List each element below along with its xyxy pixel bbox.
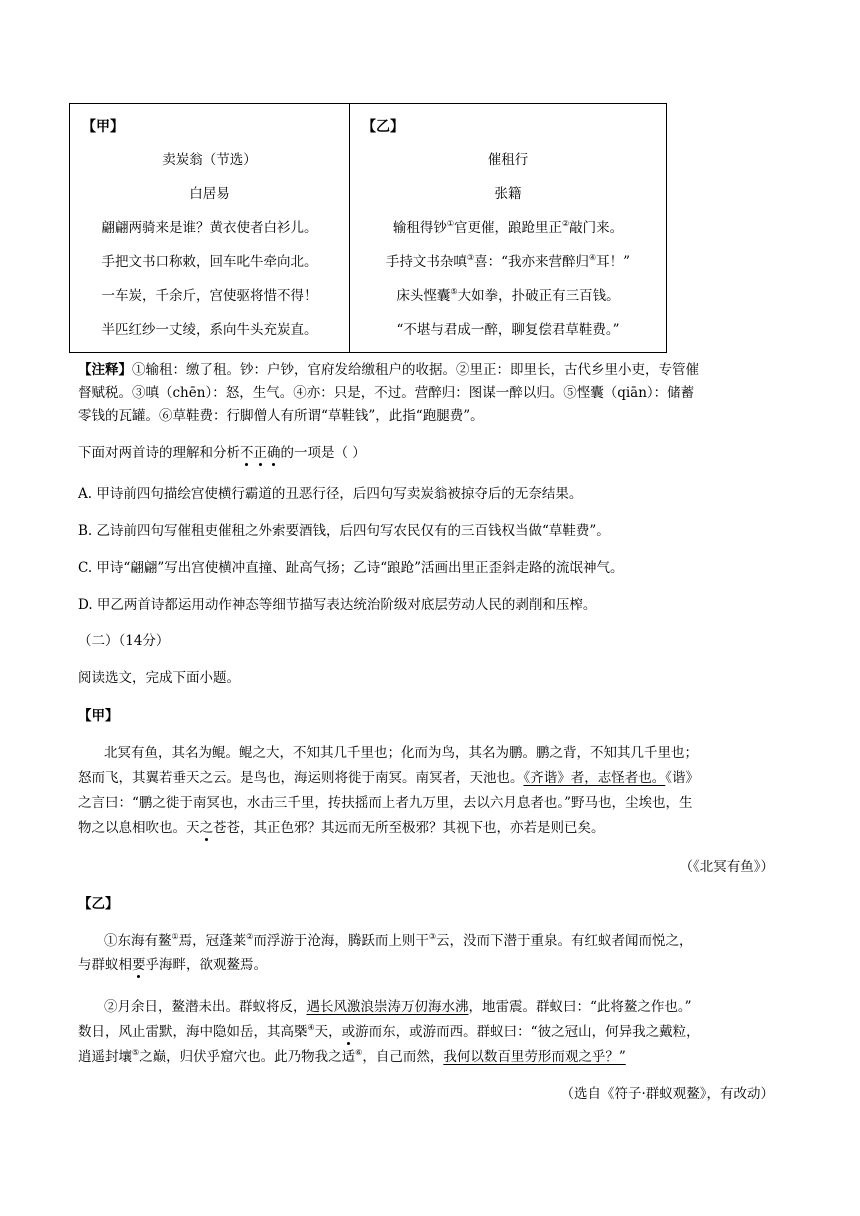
poem-a-cell	[70, 104, 350, 352]
text-b-para2-line-2: 数日，风止雷默，海中隐如岳，其高槩④天，或游而东，或游而西。群蚁曰：“彼之冠山，何异我之戴粒，	[78, 1023, 700, 1040]
text-b-para1-line-2: 与群蚁相要乎海畔，欲观鳌焉。	[78, 957, 267, 973]
notes-line-1: 【注释】①输租：缴了租。钞：户钞，官府发给缴租户的收据。②里正：即里长，古代乡里小吏，专管催	[78, 362, 699, 378]
text-a-label: 【甲】	[78, 708, 119, 724]
poem-comparison-table	[69, 103, 667, 353]
poem-b-line-1: 输租得钞①官更催，踉跄里正②敲门来。	[392, 219, 624, 236]
text-b-para1-line-1: ①东海有鳌①焉，冠蓬莱②而浮游于沧海，腾跃而上则干③云，没而下潜于重泉。有红蚁者闻而悦之，	[104, 932, 693, 949]
text-b-label: 【乙】	[78, 896, 119, 912]
text-b-para2-line-3: 逍遥封壤⑤之巅，归伏乎窟穴也。此乃物我之适⑥，自己而然，我何以数百里劳形而观之乎？”	[78, 1048, 626, 1065]
text-a-line-4: 物之以息相吹也。天之苍苍，其正色邪？其远而无所至极邪？其视下也，亦若是则已矣。	[78, 820, 605, 836]
question-stem: 下面对两首诗的理解和分析不正确的一项是（ ）	[78, 445, 366, 461]
text-b-para2-line-1: ②月余日，鳌潜未出。群蚁将反，遇长风激浪崇涛万仞海水沸，地雷震。群蚁曰：“此将鳌之作也。”	[104, 999, 692, 1015]
poem-b-line-2: 手持文书杂嗔③喜：“我亦来营醉归④耳！”	[385, 253, 631, 270]
poem-a-line-4: 半匹红纱一丈绫，系向牛头充炭直。	[101, 322, 318, 338]
notes-line-3: 零钱的瓦罐。⑥草鞋费：行脚僧人有所谓“草鞋钱”，此指“跑腿费”。	[78, 408, 484, 424]
poem-a-line-2: 手把文书口称敕，回车叱牛牵向北。	[101, 254, 318, 270]
poem-a-line-1: 翩翩两骑来是谁？黄衣使者白衫儿。	[101, 220, 318, 236]
notes-line-2: 督赋税。③嗔（chēn）：怒，生气。④亦：只是，不过。营醉归：图谋一醉以归。⑤悭囊（qiān）：储蓄	[78, 385, 695, 401]
poem-a-title: 卖炭翁（节选）	[162, 152, 257, 168]
poem-b-label: 【乙】	[362, 119, 404, 135]
poem-b-author: 张籍	[494, 186, 522, 202]
poem-b-cell	[350, 104, 666, 352]
poem-a-line-3: 一车炭，千余斤，宫使驱将惜不得！	[101, 288, 318, 304]
text-a-line-3: 之言曰：“鹏之徙于南冥也，水击三千里，抟扶摇而上者九万里，去以六月息者也。”野马也，尘埃也，生	[78, 795, 693, 811]
underlined-sentence: 我何以数百里劳形而观之乎？”	[443, 1049, 626, 1065]
option-d: D. 甲乙两首诗都运用动作神态等细节描写表达统治阶级对底层劳动人民的剥削和压榨。	[78, 597, 597, 613]
poem-a-author: 白居易	[189, 186, 230, 202]
poem-a-label: 【甲】	[82, 119, 124, 135]
text-b-source: （选自《符子·群蚁观鳌》，有改动）	[560, 1086, 774, 1102]
section-instruction: 阅读选文，完成下面小题。	[78, 670, 240, 686]
poem-b-line-4: “不堪与君成一醉，聊复偿君草鞋费。”	[396, 322, 620, 338]
option-b: B. 乙诗前四句写催租吏催租之外索要酒钱，后四句写农民仅有的三百钱权当做“草鞋费”。	[78, 523, 610, 539]
option-c: C. 甲诗“翩翩”写出宫使横冲直撞、趾高气扬；乙诗“踉跄”活画出里正歪斜走路的流氓神气。	[78, 560, 624, 576]
poem-b-title: 催租行	[487, 152, 529, 168]
poem-b-line-3: 床头悭囊⑤大如拳，扑破正有三百钱。	[396, 287, 620, 304]
section-heading: （二）（14分）	[78, 633, 170, 649]
text-a-line-2: 怒而飞，其翼若垂天之云。是鸟也，海运则将徙于南冥。南冥者，天池也。《齐谐》者，志怪者也。《谐》	[78, 770, 699, 786]
text-a-line-1: 北冥有鱼，其名为鲲。鲲之大，不知其几千里也；化而为鸟，其名为鹏。鹏之背，不知其几千里也；	[104, 745, 698, 761]
option-a: A. 甲诗前四句描绘宫使横行霸道的丑恶行径，后四句写卖炭翁被掠夺后的无奈结果。	[78, 486, 583, 502]
underlined-phrase: 遇长风激浪崇涛万仞海水沸	[306, 999, 469, 1015]
underlined-phrase: 《齐谐》者，志怪者也。	[523, 770, 666, 786]
text-a-source: （《北冥有鱼》）	[679, 859, 774, 875]
